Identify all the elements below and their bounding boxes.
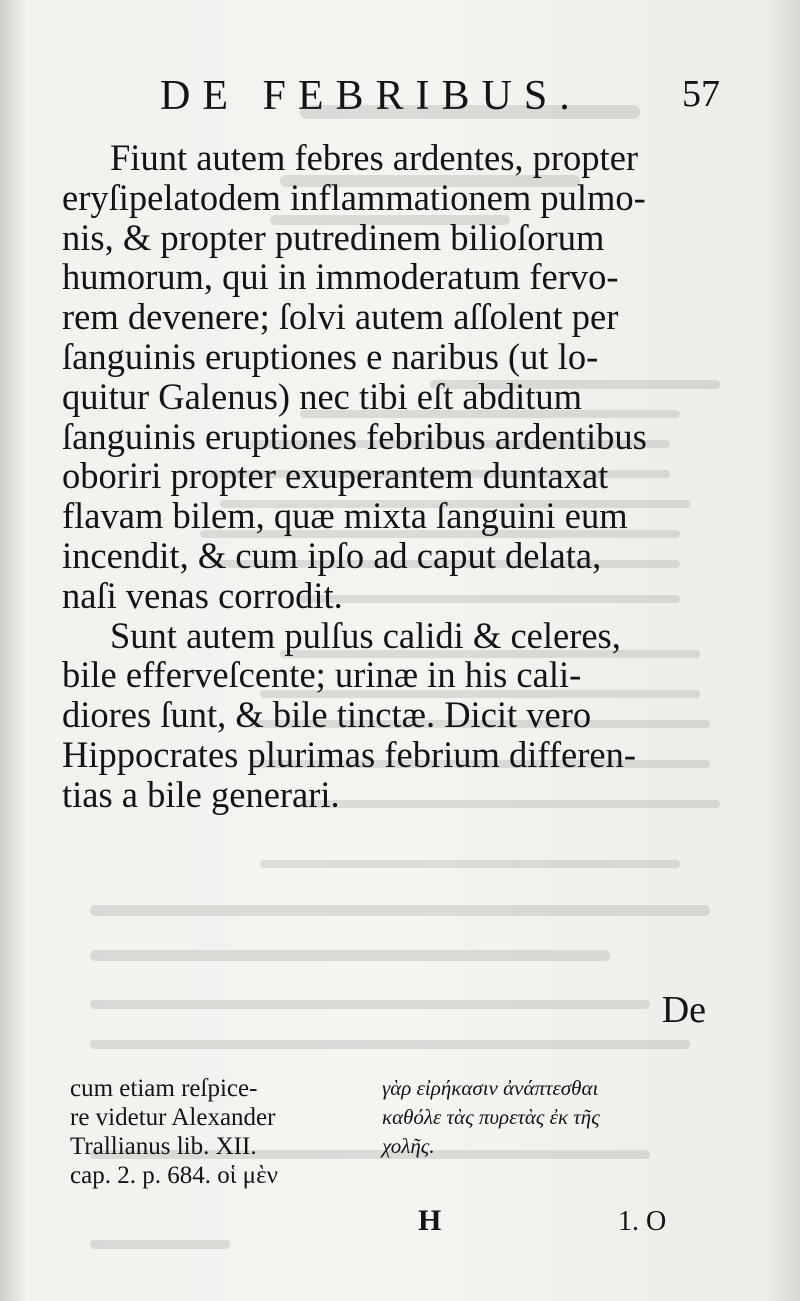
page-number: 57 (682, 73, 720, 115)
text-line: flavam bilem, quæ mixta ſanguini eum (62, 495, 628, 537)
footnotes (70, 1074, 710, 1214)
text-line: ſanguinis eruptiones febribus ardentibus (62, 415, 647, 457)
footnote-column-left (70, 1074, 370, 1190)
footnote-line-greek: γὰρ εἰρήκασιν ἀνάπτεσθαι (382, 1076, 599, 1100)
catchword: De (661, 989, 706, 1031)
footnote-line: re videtur Alexander (70, 1104, 276, 1131)
paragraph-2 (62, 616, 712, 815)
footnote-line: cap. 2. p. 684. οἱ μὲν (70, 1162, 278, 1189)
text-line: diores ſunt, & bile tinctæ. Dicit vero (62, 694, 592, 736)
page-header (160, 72, 720, 126)
text-line: tias a bile generari. (62, 773, 340, 815)
footnote-line-greek: χολῆς. (382, 1134, 435, 1158)
text-line: Hippocrates plurimas febrium differen- (62, 733, 637, 775)
text-line: humorum, qui in immoderatum fervo- (62, 256, 619, 298)
text-line: oboriri propter exuperantem duntaxat (62, 455, 609, 497)
footnote-line: cum etiam reſpice- (70, 1075, 258, 1102)
main-text (62, 138, 712, 815)
text-line: rem devenere; ſolvi autem aſſolent per (62, 296, 619, 338)
footnote-line: Trallianus lib. XII. (70, 1133, 257, 1160)
text-line: naſi venas corrodit. (62, 574, 343, 616)
running-head: DE FEBRIBUS. (160, 73, 582, 119)
text-line: bile efferveſcente; urinæ in his cali- (62, 654, 582, 696)
text-line: quitur Galenus) nec tibi eſt abditum (62, 375, 583, 417)
signature-mark: H (418, 1204, 442, 1237)
text-line: incendit, & cum ipſo ad caput delata, (62, 534, 602, 576)
text-line: Fiunt autem febres ardentes, propter (110, 137, 639, 178)
footnote-column-right (382, 1074, 710, 1161)
text-line: nis, & propter putredinem bilioſorum (62, 216, 605, 258)
text-line: eryſipelatodem inflammationem pulmo- (62, 176, 646, 218)
sheet-number: 1. O (618, 1206, 667, 1237)
footnote-line-greek: καθόλε τὰς πυρετὰς ἐκ τῆς (382, 1105, 600, 1129)
text-line: ſanguinis eruptiones e naribus (ut lo- (62, 335, 599, 377)
paragraph-1 (62, 138, 712, 616)
text-line: Sunt autem pulſus calidi & celeres, (110, 614, 621, 656)
